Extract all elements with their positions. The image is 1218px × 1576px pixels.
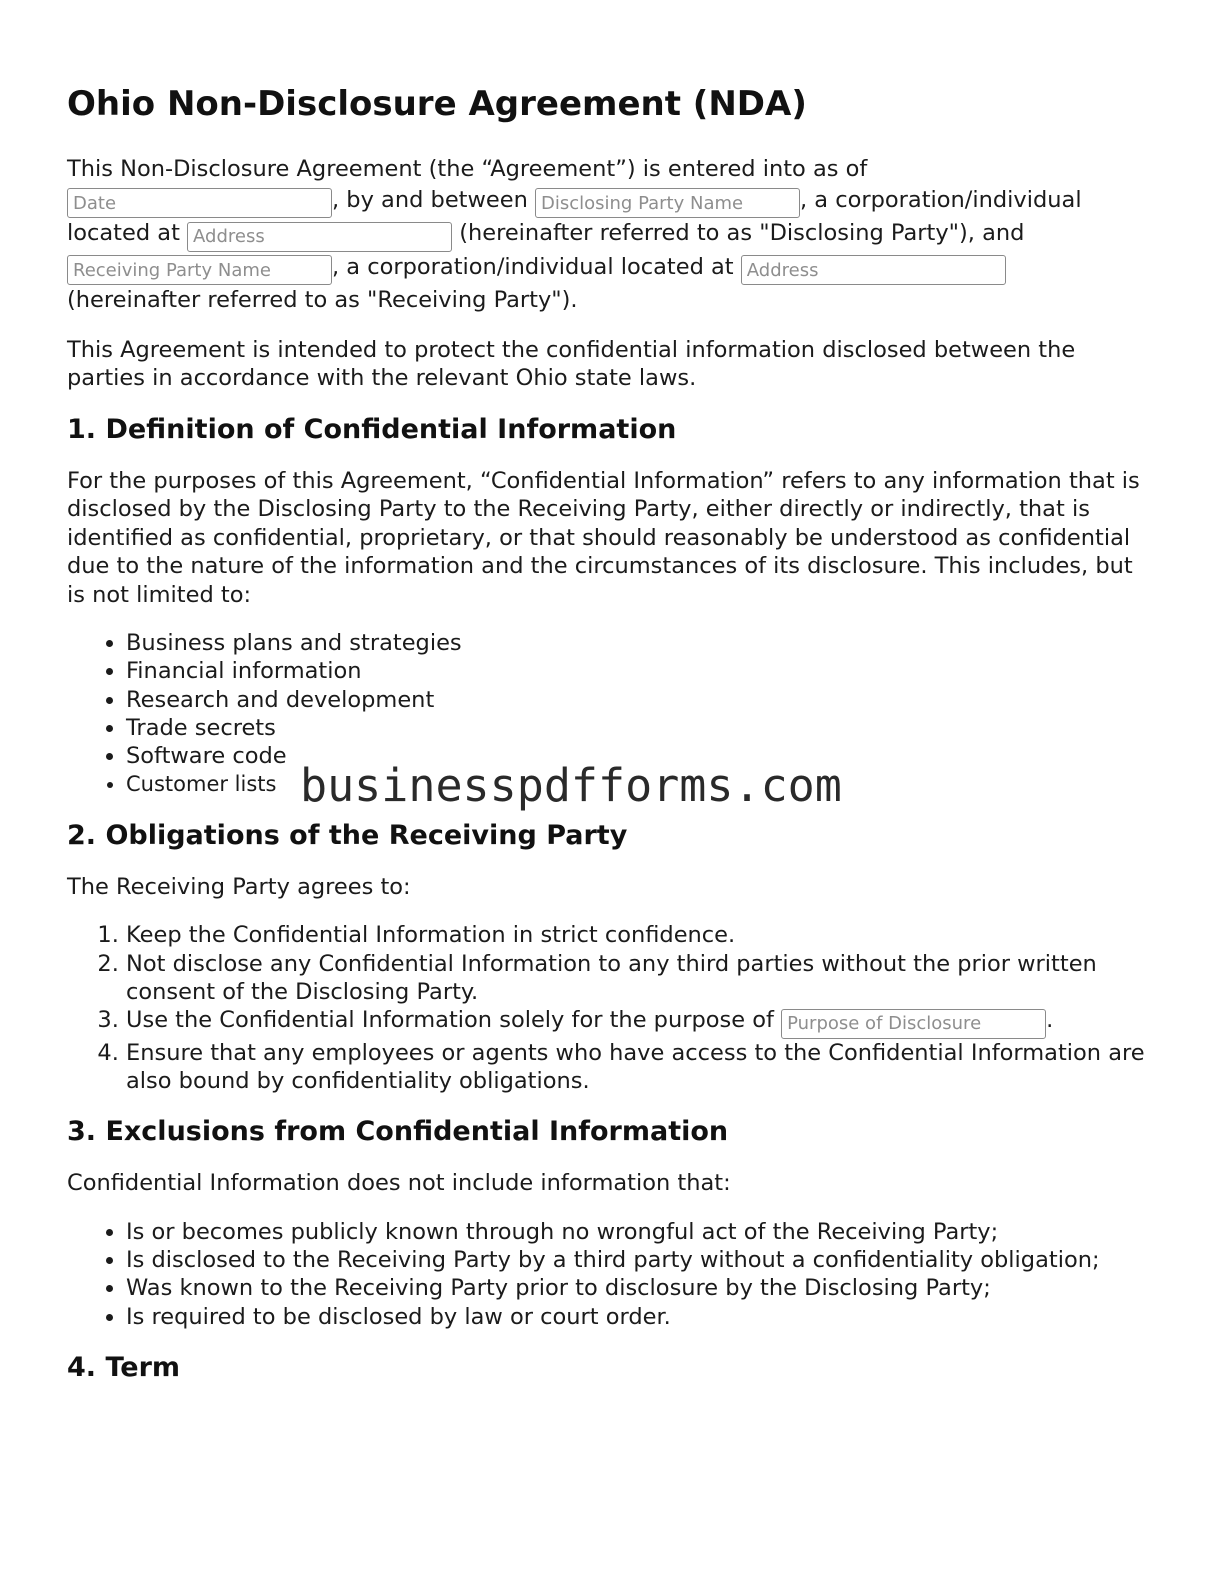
disclosing-party-name-field[interactable] [535, 188, 800, 218]
intro-text-3: , a corporation/individual located at [67, 186, 1082, 246]
list-item: • Business plans and strategies [126, 629, 1157, 657]
section-4-heading: 4. Term [67, 1351, 181, 1383]
section-3-heading: 3. Exclusions from Confidential Information [67, 1116, 729, 1148]
section-1-heading: 1. Definition of Confidential Information [67, 413, 677, 445]
list-item: • Is or becomes publicly known through no wrongful act of the Receiving Party; [126, 1218, 1157, 1246]
disclosing-party-address-field[interactable] [187, 222, 452, 252]
section-2-heading: 2. Obligations of the Receiving Party [67, 819, 628, 851]
intro-text-6: (hereinafter referred to as "Receiving Party"). [67, 287, 578, 313]
intro-text-1: This Non-Disclosure Agreement (the “Agreement”) is entered into as of [67, 156, 868, 182]
list-item: • Research and development [126, 686, 1157, 714]
watermark: businesspdfforms.com [300, 759, 842, 812]
list-item: 2. Not disclose any Confidential Information to any third parties without the prior written consent of the Disclosing Party. [126, 950, 1157, 1007]
section-3-body: Confidential Information does not include information that: [67, 1170, 731, 1197]
intro-text-2: , by and between [332, 186, 535, 213]
item-3-end: . [1046, 1007, 1054, 1034]
list-item: • Software code [126, 742, 1157, 770]
intro-text-5: , a corporation/individual located at [332, 253, 741, 280]
section-2-body: The Receiving Party agrees to: [67, 873, 411, 900]
list-item: • Trade secrets [126, 714, 1157, 742]
obligations-list [67, 921, 1157, 1095]
list-item: 4. Ensure that any employees or agents who have access to the Confidential Information are also bound by confidentiality obligations. [126, 1039, 1157, 1096]
list-item: • Customer lists [126, 770, 1157, 798]
receiving-party-name-field[interactable] [67, 255, 332, 285]
purpose-of-disclosure-field[interactable] [781, 1009, 1046, 1039]
list-item: • Is required to be disclosed by law or court order. [126, 1303, 1157, 1331]
list-item: • Was known to the Receiving Party prior to disclosure by the Disclosing Party; [126, 1274, 1157, 1302]
exclusions-list [67, 1218, 1157, 1331]
nda-document [67, 78, 1157, 1405]
item-3-text: Use the Confidential Information solely for the purpose of [126, 1007, 782, 1034]
section-1-body: For the purposes of this Agreement, “Confidential Information” refers to any information that is disclosed by the Disclosing Party to the Receiving Party, either directly or indirectly, that is identified as confidential, proprietary, or that should reasonably be understood as confidential due to the nature of the information and the circumstances of its disclosure. This includes, but is not limited to: [67, 467, 1140, 608]
date-field[interactable] [67, 188, 332, 218]
purpose-paragraph: This Agreement is intended to protect the confidential information disclosed between the parties in accordance with the relevant Ohio state laws. [67, 336, 1076, 391]
list-item: 1. Keep the Confidential Information in strict confidence. [126, 921, 1157, 949]
list-item [126, 1006, 1157, 1039]
intro-text-4: (hereinafter referred to as "Disclosing Party"), and [452, 220, 1025, 246]
receiving-party-address-field[interactable] [741, 255, 1006, 285]
list-item: • Financial information [126, 657, 1157, 685]
page-title: Ohio Non-Disclosure Agreement (NDA) [67, 84, 807, 124]
intro-paragraph [67, 154, 1157, 316]
list-item: • Is disclosed to the Receiving Party by a third party without a confidentiality obligation; [126, 1246, 1157, 1274]
